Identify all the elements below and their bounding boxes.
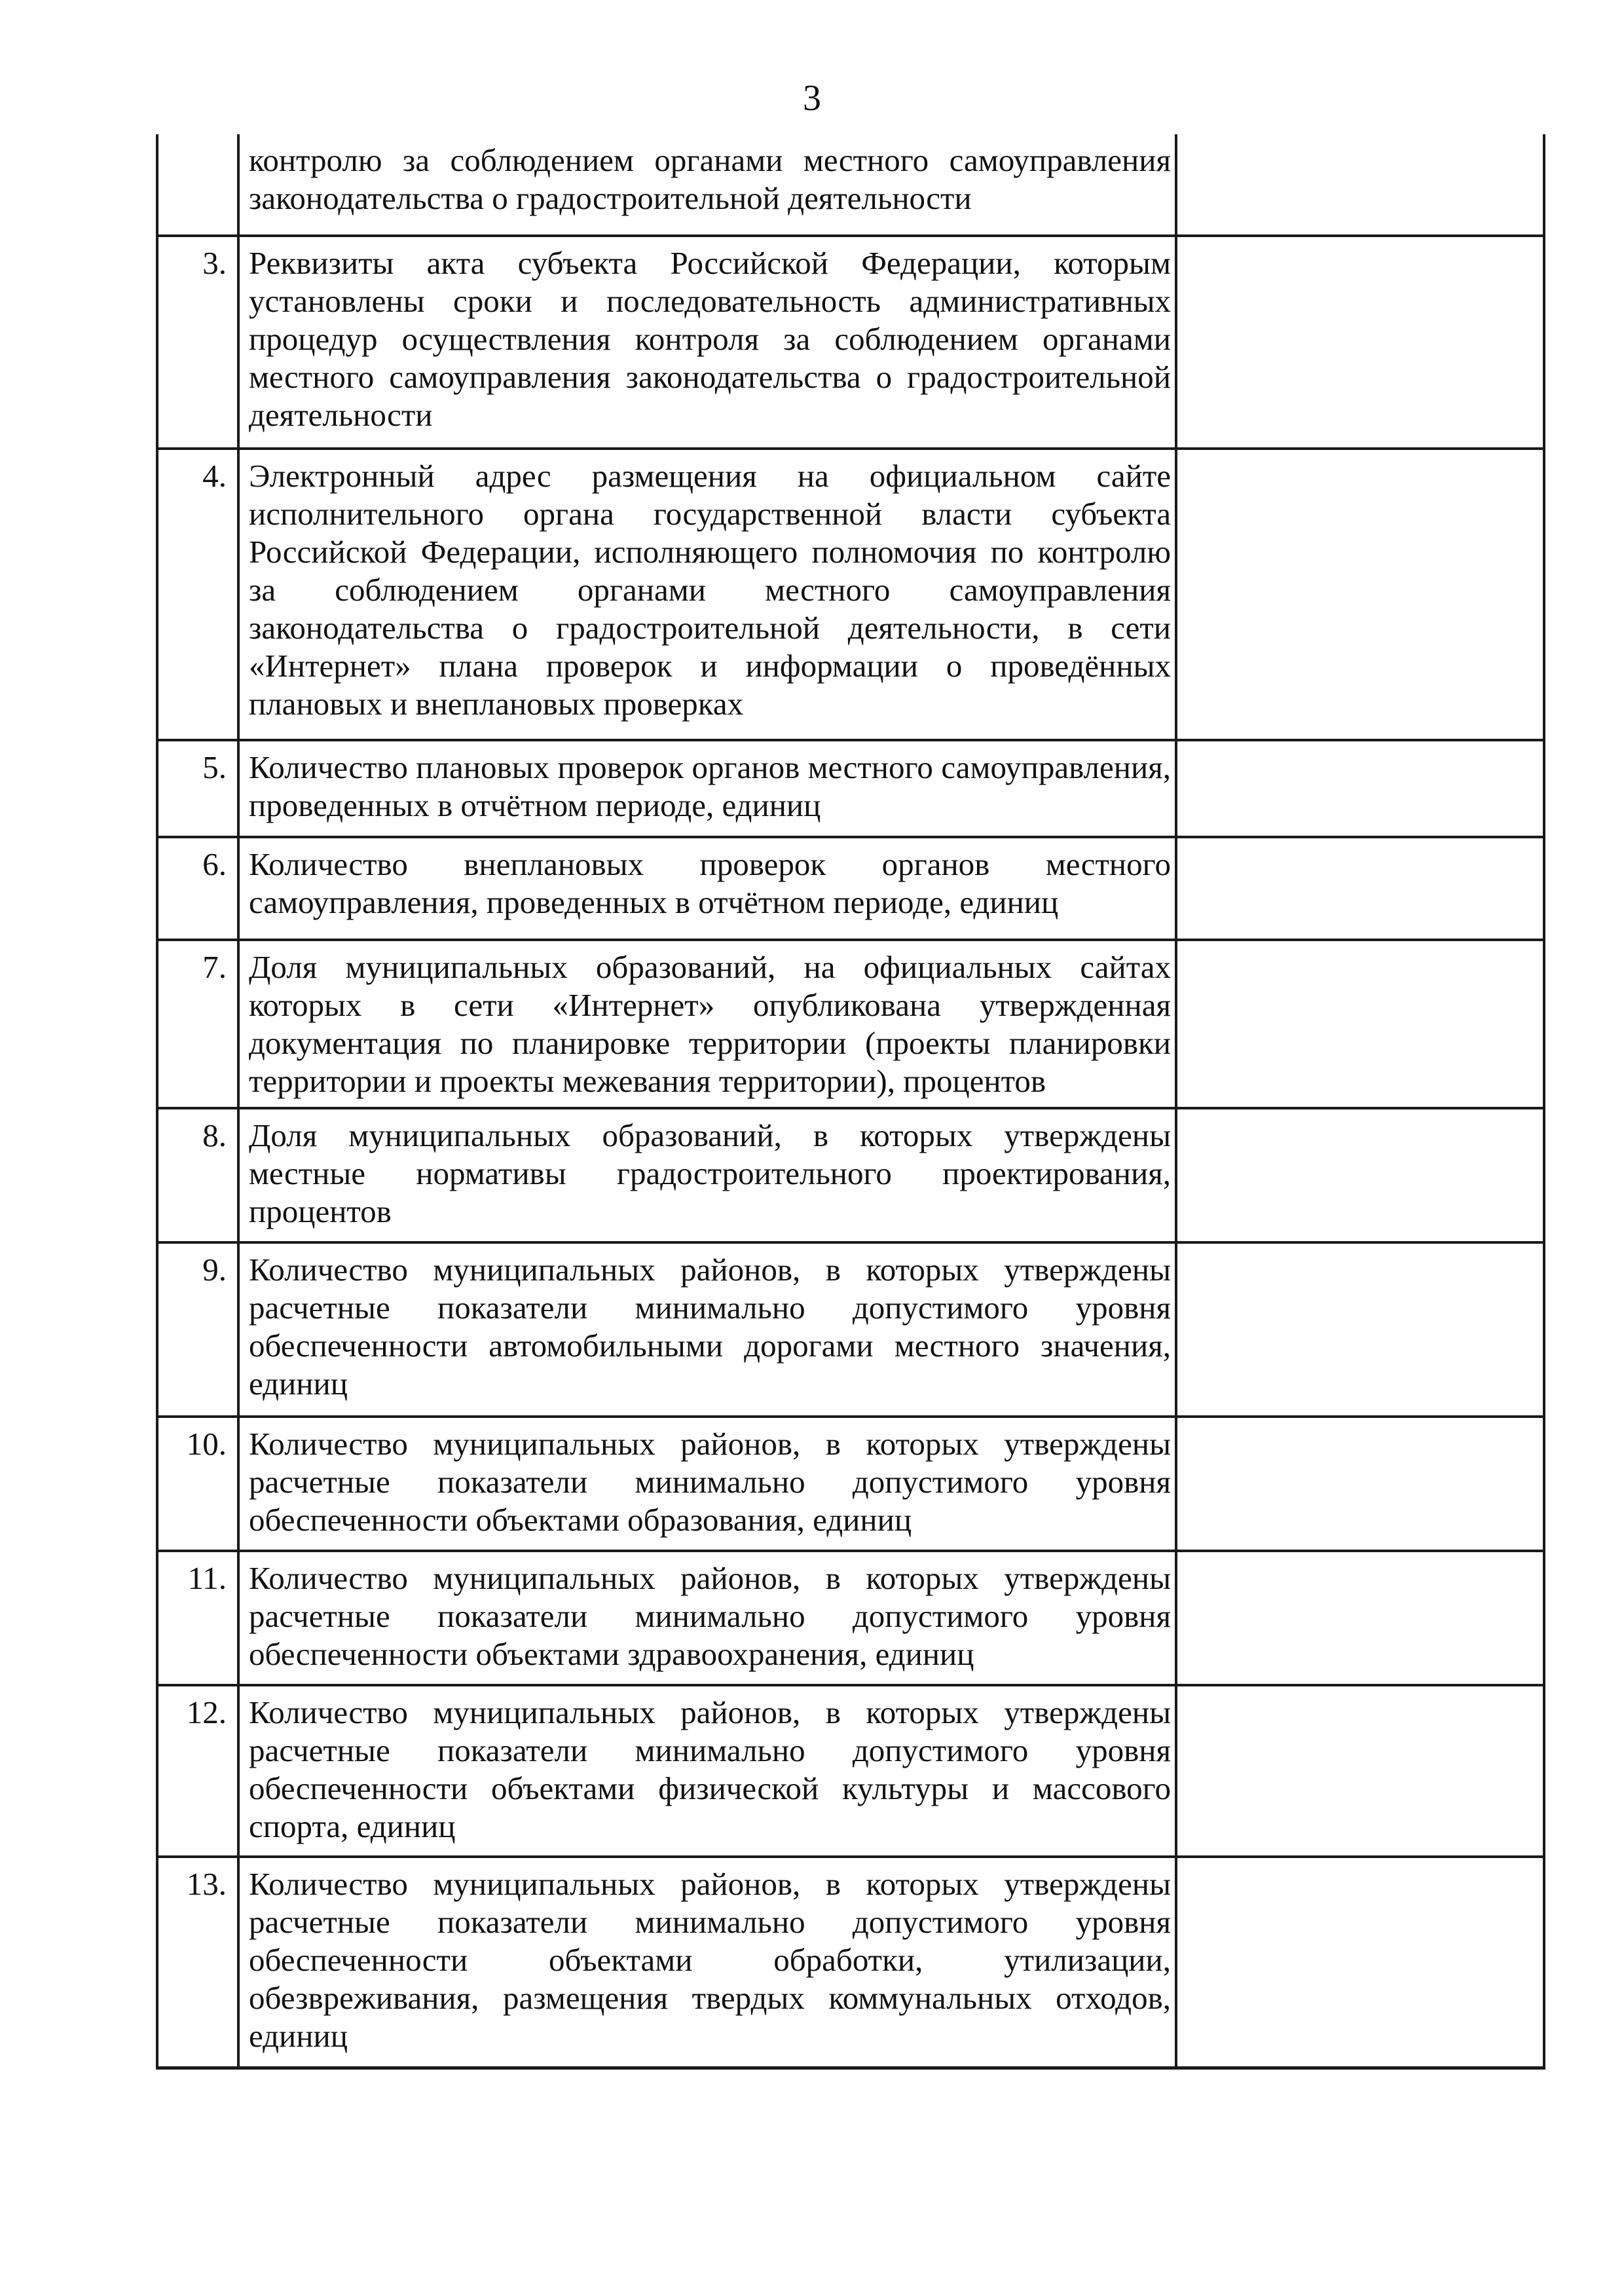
- row-text: Электронный адрес размещения на официальном сайте исполнительного органа государственной власти субъекта Российской Федерации, исполняющего полномочия по контролю за соблюдением органами местного самоуправления законодательства о градостроительной деятельности, в сети «Интернет» плана проверок и информации о проведённых плановых и внеплановых проверках: [238, 449, 1176, 740]
- row-number: 12.: [157, 1685, 238, 1857]
- row-value-cell: [1176, 1417, 1544, 1551]
- table-row: [157, 236, 1544, 449]
- row-number: [157, 134, 238, 236]
- row-value-cell: [1176, 1108, 1544, 1242]
- row-number: 8.: [157, 1108, 238, 1242]
- row-text: Количество муниципальных районов, в которых утверждены расчетные показатели минимально допустимого уровня обеспеченности объектами обработки, утилизации, обезвреживания, размещения твердых коммунальных отходов, единиц: [238, 1857, 1176, 2068]
- row-value-cell: [1176, 1857, 1544, 2068]
- row-number: 5.: [157, 740, 238, 837]
- table-row: [157, 1551, 1544, 1685]
- table-row: [157, 1857, 1544, 2068]
- row-text: Количество муниципальных районов, в которых утверждены расчетные показатели минимально допустимого уровня обеспеченности объектами физической культуры и массового спорта, единиц: [238, 1685, 1176, 1857]
- row-number: 9.: [157, 1242, 238, 1417]
- row-number: 11.: [157, 1551, 238, 1685]
- row-text: Реквизиты акта субъекта Российской Федерации, которым установлены сроки и последовательность административных процедур осуществления контроля за соблюдением органами местного самоуправления законодательства о градостроительной деятельности: [238, 236, 1176, 449]
- row-number: 10.: [157, 1417, 238, 1551]
- row-text: Количество муниципальных районов, в которых утверждены расчетные показатели минимально допустимого уровня обеспеченности объектами образования, единиц: [238, 1417, 1176, 1551]
- row-value-cell: [1176, 837, 1544, 940]
- row-text: Количество внеплановых проверок органов местного самоуправления, проведенных в отчётном периоде, единиц: [238, 837, 1176, 940]
- table-row: [157, 1242, 1544, 1417]
- row-value-cell: [1176, 1685, 1544, 1857]
- row-value-cell: [1176, 236, 1544, 449]
- row-value-cell: [1176, 1551, 1544, 1685]
- row-text: Количество муниципальных районов, в которых утверждены расчетные показатели минимально допустимого уровня обеспеченности объектами здравоохранения, единиц: [238, 1551, 1176, 1685]
- row-number: 6.: [157, 837, 238, 940]
- table-row: [157, 1108, 1544, 1242]
- row-text: Количество муниципальных районов, в которых утверждены расчетные показатели минимально допустимого уровня обеспеченности автомобильными дорогами местного значения, единиц: [238, 1242, 1176, 1417]
- row-value-cell: [1176, 134, 1544, 236]
- indicators-table: [156, 134, 1545, 2070]
- row-value-cell: [1176, 940, 1544, 1108]
- table-row: [157, 449, 1544, 740]
- row-value-cell: [1176, 449, 1544, 740]
- table-row: [157, 940, 1544, 1108]
- row-value-cell: [1176, 740, 1544, 837]
- row-value-cell: [1176, 1242, 1544, 1417]
- table-row: [157, 1417, 1544, 1551]
- row-number: 7.: [157, 940, 238, 1108]
- table-row: [157, 1685, 1544, 1857]
- row-number: 13.: [157, 1857, 238, 2068]
- table-row: [157, 134, 1544, 236]
- row-text: Доля муниципальных образований, в которых утверждены местные нормативы градостроительного проектирования, процентов: [238, 1108, 1176, 1242]
- row-number: 3.: [157, 236, 238, 449]
- row-text: Доля муниципальных образований, на официальных сайтах которых в сети «Интернет» опубликована утвержденная документация по планировке территории (проекты планировки территории и проекты межевания территории), процентов: [238, 940, 1176, 1108]
- table-row: [157, 740, 1544, 837]
- row-number: 4.: [157, 449, 238, 740]
- row-text: Количество плановых проверок органов местного самоуправления, проведенных в отчётном периоде, единиц: [238, 740, 1176, 837]
- table-row: [157, 837, 1544, 940]
- row-text: контролю за соблюдением органами местного самоуправления законодательства о градостроительной деятельности: [238, 134, 1176, 236]
- page-number: 3: [803, 78, 821, 119]
